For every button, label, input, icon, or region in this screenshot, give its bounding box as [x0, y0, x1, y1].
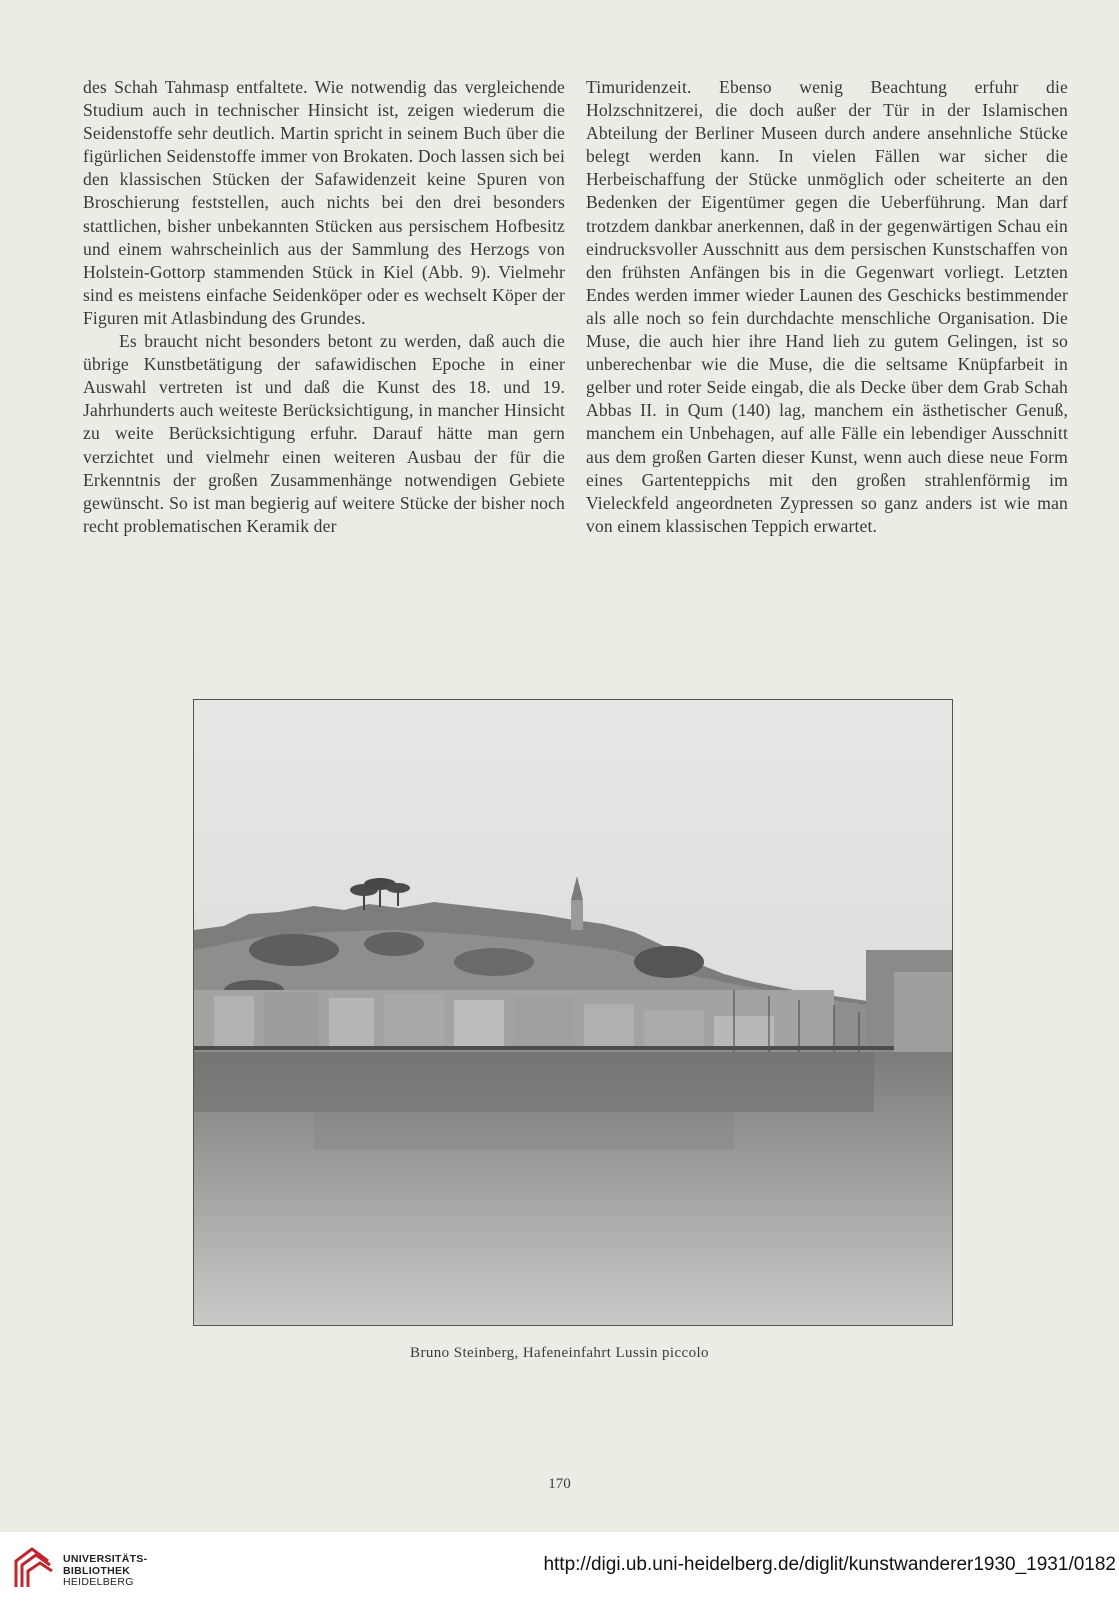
paragraph: Timuridenzeit. Ebenso wenig Beachtung erfuhr die Holzschnitzerei, die doch außer der Tür in der Islamischen Abteilung der Berliner Museen durch andere ansehnliche Stücke belegt werden kann. In vielen Fällen war sicher die Herbeischaffung der Stücke unmöglich oder scheiterte an den Bedenken der Eigentümer gegen die Ueberführung. Man darf trotzdem dankbar anerkennen, daß in der gegenwärtigen Schau ein eindrucksvoller Ausschnitt aus dem persischen Kunstschaffen von den frühsten Anfängen bis in die Gegenwart vorliegt. Letzten Endes werden immer wieder Launen des Geschicks bestimmender als alle noch so fein durchdachte menschliche Organisation. Die Muse, die auch hier ihre Hand lieh zu gutem Gelingen, ist so unberechenbar wie die Muse, die die seltsame Knüpfarbeit in gelber und roter Seide eingab, die als Decke über dem Grab Schah Abbas II. in Qum (140) lag, manchem ein ästhetischer Genuß, manchem ein Unbehagen, auf alle Fälle ein lebendiger Ausschnitt aus dem großen Garten dieser Kunst, wenn auch diese neue Form eines Gartenteppichs mit den großen strahlenförmig im Vieleckfeld angeordneten Zypressen so ganz anders ist wie man von einem klassischen Teppich erwartet.: [586, 77, 1068, 536]
text-column-right: [586, 76, 1068, 538]
harbor-painting-image: [194, 700, 952, 1325]
library-logo-icon: [10, 1543, 56, 1596]
text-column-left: [83, 76, 565, 538]
figure-caption: Bruno Steinberg, Hafeneinfahrt Lussin piccolo: [410, 1345, 709, 1361]
page-number: 170: [548, 1476, 571, 1492]
paragraph: des Schah Tahmasp entfaltete. Wie notwendig das vergleichende Studium auch in technischer Hinsicht ist, zeigen wiederum die Seidenstoffe sehr deutlich. Martin spricht in seinem Buch über die figürlichen Seidenstoffe immer von Brokaten. Doch lassen sich bei den klassischen Stücken der Safawidenzeit keine Spuren von Broschierung feststellen, auch nichts bei den drei besonders stattlichen, bisher unbekannten Stücken aus persischem Hofbesitz und einem wahrscheinlich aus der Sammlung des Herzogs von Holstein-Gottorp stammenden Stück in Kiel (Abb. 9). Vielmehr sind es meistens einfache Seidenköper oder es wechselt Köper der Figuren mit Atlasbindung des Grundes.: [83, 77, 565, 328]
footer: [0, 1532, 1119, 1613]
library-logo-text: UNIVERSITÄTS- BIBLIOTHEK HEIDELBERG: [63, 1553, 148, 1588]
source-url-link[interactable]: http://digi.ub.uni-heidelberg.de/diglit/kunstwanderer1930_1931/0182: [543, 1554, 1116, 1575]
harbor-illustration: [193, 699, 953, 1326]
paragraph: Es braucht nicht besonders betont zu werden, daß auch die übrige Kunstbetätigung der safawidischen Epoche in einer Auswahl vertreten ist und daß die Kunst des 18. und 19. Jahrhunderts auch weiteste Berücksichtigung, in mancher Hinsicht zu weite Berücksichtigung erfuhr. Darauf hätte man gern verzichtet und vielmehr einen weiteren Ausbau der für die Erkenntnis der großen Zusammenhänge notwendigen Gebiete gewünscht. So ist man begierig auf weitere Stücke der bisher noch recht problematischen Keramik der: [83, 331, 565, 536]
